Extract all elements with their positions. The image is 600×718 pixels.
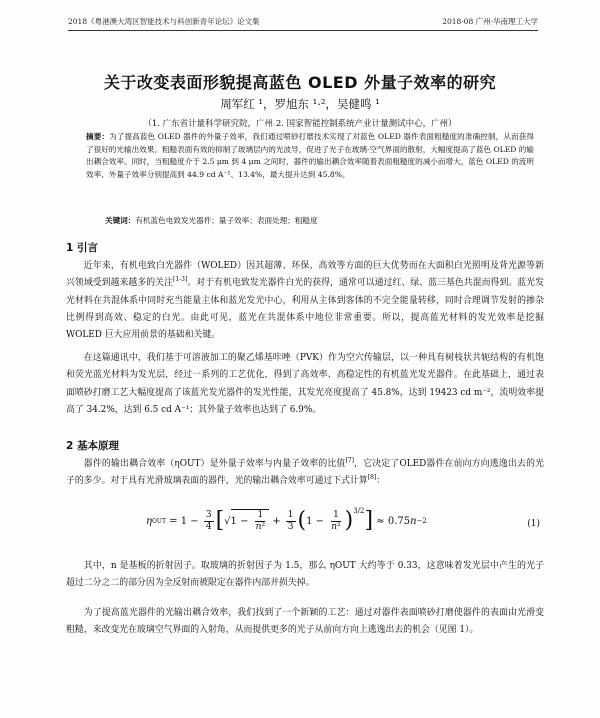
s1-p1-text: 近年来，有机电致白光器件（WOLED）因其超薄、环保、高效等方面的巨大优势而在大面积白光照明及背光源等新兴领域受到越来越多的关注	[66, 261, 544, 289]
section-2-title: 2 基本原理	[66, 440, 119, 452]
header-left: 2018《粤港澳大湾区智能技术与科创新青年论坛》论文集	[68, 17, 260, 26]
keywords-label: 关键词：	[105, 216, 136, 225]
authors: 周军红 ¹，罗旭东 ¹·²，吴健鸣 ¹	[220, 97, 380, 111]
section-2-paragraph-1	[66, 456, 544, 491]
s2-p1-text-b: ，它决定了OLED器件在前向方向逃逸出去的光子的多少。对于具有光滑玻璃表面的器件，光的输出耦合效率可通过下式计算	[66, 459, 544, 487]
s1-p1-text-b: 。对于有机电致发光器件白光的获得，通常可以通过红、绿、蓝三基色共混而得到。蓝光发光材料在共混体系中同时充当能量主体和蓝光发光中心，利用从主体到客体的不完全能量转移，同时合理调节发射的掺杂比例得到高效、稳定的白光。由此可见，蓝光在共混体系中地位非常重要。所以，提高蓝光材料的发光效率是挖掘 WOLED 巨大应用前景的基础和关键。	[66, 278, 544, 341]
keywords	[105, 215, 535, 226]
section-1-title: 1 引言	[66, 242, 98, 254]
abstract-text: 为了提高蓝色 OLED 器件的外量子效率，我们通过喷砂打磨技术实现了对蓝色 OLED 器件表面粗糙度的准确控制，从而获得了很好的光输出效果。粗糙表面有效的抑制了玻璃层内的光波导，促进了光子在玻璃-空气界面的散射，大幅度提高了蓝色 OLED 的输出耦合效率。同时，当粗糙度介于 2.5 μm 到 4 μm 之间时，器件的输出耦合效率随着表面粗糙度的减小而增大，蓝色 OLED 的流明效率、外量子效率分别提高到 44.9 cd A⁻¹、13.4%，最大提升达到 45.8%。	[86, 132, 535, 179]
paper-title: 关于改变表面形貌提高蓝色 OLED 外量子效率的研究	[103, 73, 497, 92]
s1-p2-text: 在这篇通讯中，我们基于可溶液加工的聚乙烯基咔唑（PVK）作为空穴传输层，以一种具有树枝状共轭结构的有机饱和荧光蓝光材料为发光层，经过一系列的工艺优化，得到了高效率、高稳定性的有机蓝光发光器件。在此基础上，通过表面喷砂打磨工艺大幅度提高了该蓝光发光器件的发光性能，其发光亮度提高了 45.8%，达到 19423 cd m⁻²，流明效率提高了 34.2%，达到 6.5 cd A⁻¹；其外量子效率也达到了 6.9%。	[66, 353, 544, 415]
equation-number: (1)	[527, 519, 540, 529]
header-right: 2018·08 广州·华南理工大学	[442, 17, 538, 26]
section-1-paragraph-2	[66, 350, 544, 419]
keywords-text: 有机蓝色电致发光器件；量子效率；表面处理；粗糙度	[135, 216, 318, 225]
running-header	[68, 16, 538, 31]
section-1-paragraph-1	[66, 258, 544, 344]
abstract-label: 摘要：	[86, 132, 110, 141]
equation-1	[66, 507, 544, 551]
abstract	[86, 131, 534, 181]
citation: [1-3]	[173, 276, 188, 284]
section-2-paragraph-3	[66, 605, 544, 640]
s2-p1-text-c: ：	[376, 476, 386, 487]
s2-p3-text: 为了提高蓝光器件的光输出耦合效率，我们找到了一个新颖的工艺：通过对器件表面喷砂打磨使器件的表面由光滑变粗糙，来改变光在玻璃空气界面的入射角，从而提供更多的光子从前向方向上逃逸出去的机会（见图 1）。	[66, 608, 544, 636]
affiliation: （1. 广东省计量科学研究院，广州 2. 国家智能控制系统产业计量测试中心，广州）	[143, 119, 457, 129]
s2-p1-text: 器件的输出耦合效率（ηOUT）是外量子效率与内量子效率的比值	[83, 459, 346, 469]
s2-p2-text: 其中，n 是基板的折射因子。取玻璃的折射因子为 1.5，那么 ηOUT 大约等于 0.33，这意味着发光层中产生的光子超过二分之二的部分因为全反射而被限定在器件内部并损失掉。	[66, 561, 544, 589]
citation: [8]	[367, 474, 377, 482]
equation-body: η OUT = 1 − $\frac{3}{4}$ [ √ 1 − $\frac{1}{\text{n²}}$ + $\frac{1}{3}$ ( 1 − $\frac{1}{\text{n²}}$ ) $^{3/2}$ ] ≈ 0.75 n −2	[146, 507, 427, 533]
citation: [7]	[345, 457, 354, 465]
section-2-paragraph-2	[66, 558, 544, 593]
